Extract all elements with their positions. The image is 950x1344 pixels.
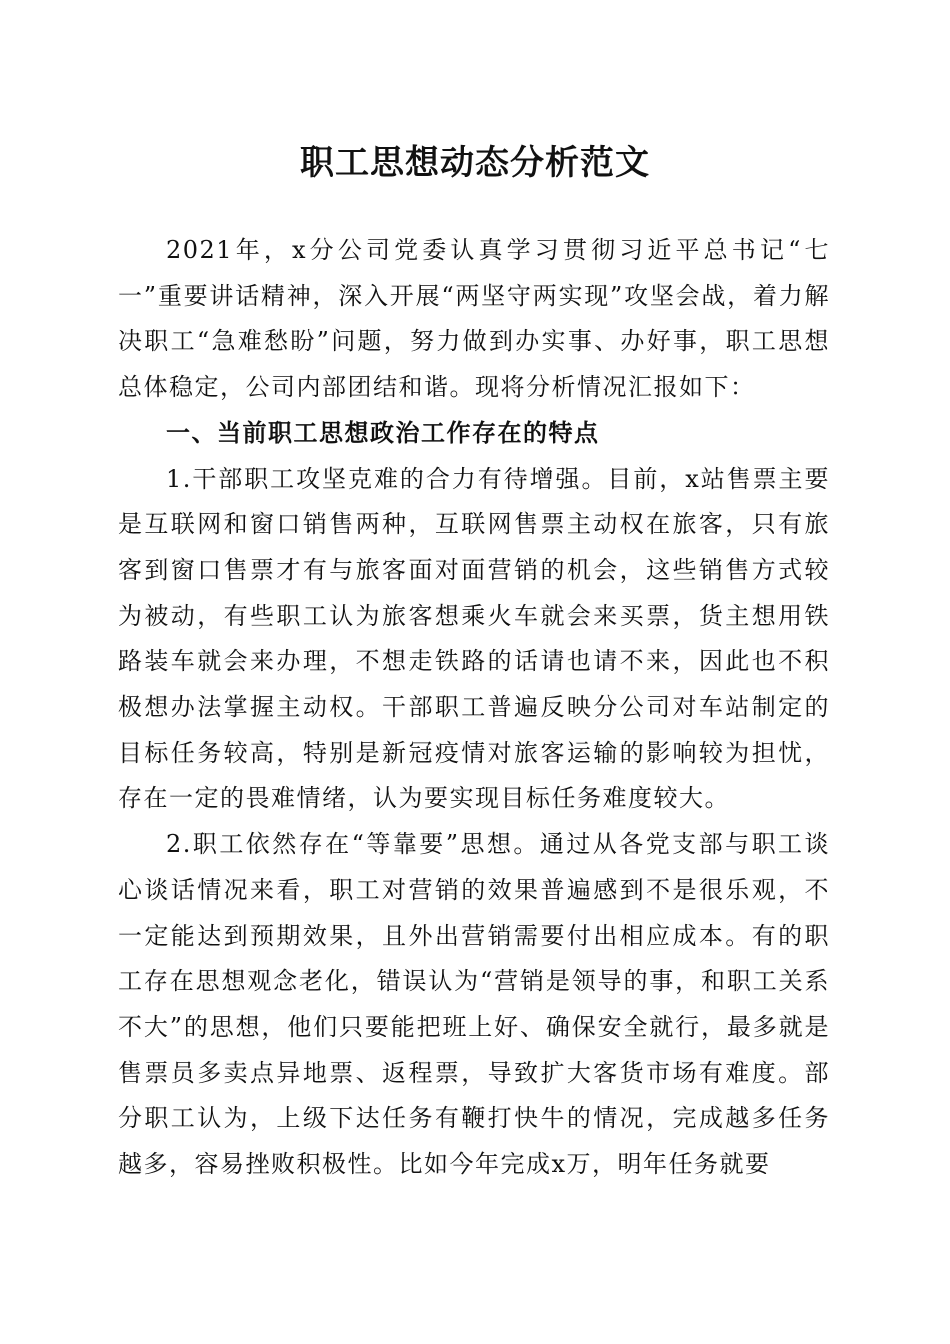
intro-paragraph: 2021年，x分公司党委认真学习贯彻习近平总书记“七一”重要讲话精神，深入开展“两坚守两实现”攻坚会战，着力解决职工“急难愁盼”问题，努力做到办实事、办好事，职工思想总体稳定，公司内部团结和谐。现将分析情况汇报如下： [118, 236, 830, 402]
section-heading: 一、当前职工思想政治工作存在的特点 [166, 418, 600, 447]
document-title: 职工思想动态分析范文 [300, 143, 650, 183]
point-2-paragraph: 2.职工依然存在“等靠要”思想。通过从各党支部与职工谈心谈话情况来看，职工对营销的效果普遍感到不是很乐观，不一定能达到预期效果，且外出营销需要付出相应成本。有的职工存在思想观念老化，错误认为“营销是领导的事，和职工关系不大”的思想，他们只要能把班上好、确保安全就行，最多就是售票员多卖点异地票、返程票，导致扩大客货市场有难度。部分职工认为，上级下达任务有鞭打快牛的情况，完成越多任务越多，容易挫败积极性。比如今年完成x万，明年任务就要 [118, 830, 830, 1179]
point-1-paragraph: 1.干部职工攻坚克难的合力有待增强。目前，x站售票主要是互联网和窗口销售两种，互联网售票主动权在旅客，只有旅客到窗口售票才有与旅客面对面营销的机会，这些销售方式较为被动，有些职工认为旅客想乘火车就会来买票，货主想用铁路装车就会来办理，不想走铁路的话请也请不来，因此也不积极想办法掌握主动权。干部职工普遍反映分公司对车站制定的目标任务较高，特别是新冠疫情对旅客运输的影响较为担忧，存在一定的畏难情绪，认为要实现目标任务难度较大。 [118, 464, 830, 813]
document-body [118, 228, 830, 1188]
